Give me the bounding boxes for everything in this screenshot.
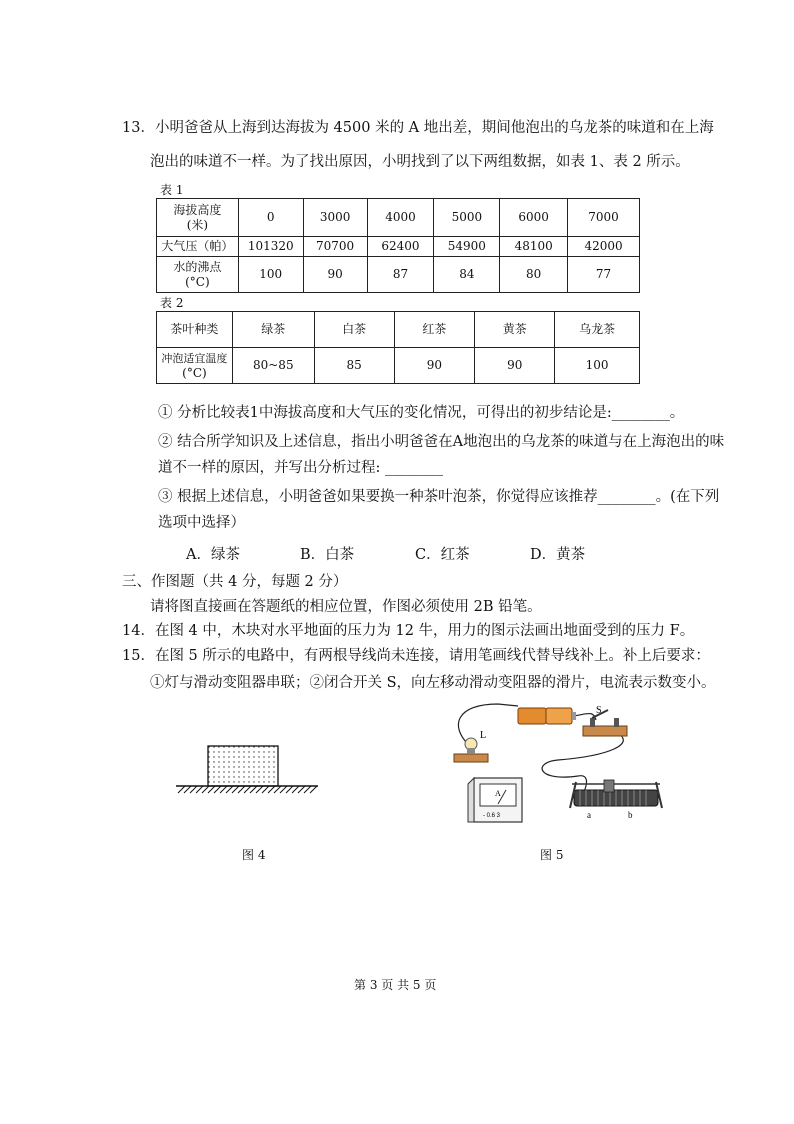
q13-sub2b: 道不一样的原因，并写出分析过程: ________	[158, 460, 443, 476]
q13-sub3b: 选项中选择）	[158, 515, 245, 531]
table1-cell: 80	[500, 257, 568, 293]
label-a-terminal: a	[587, 810, 591, 820]
q13-line2: 泡出的味道不一样。为了找出原因，小明找到了以下两组数据，如表 1、表 2 所示。	[150, 154, 690, 170]
table2-cell: 100	[555, 348, 640, 384]
figure5-caption: 图 5	[540, 848, 564, 862]
table1-row-altitude	[157, 199, 640, 237]
table2-header: 白茶	[314, 312, 394, 348]
option-b: B．白茶	[300, 547, 355, 563]
rheostat-icon	[570, 780, 662, 808]
label-l: L	[480, 730, 487, 741]
label-a-meter: A	[495, 789, 501, 798]
table2-header: 红茶	[394, 312, 475, 348]
section3-title: 三、作图题（共 4 分，每题 2 分）	[122, 574, 348, 590]
table2-caption: 表 2	[160, 296, 184, 310]
lamp-icon	[454, 738, 488, 762]
q13-sub2a: ② 结合所学知识及上述信息，指出小明爸爸在A地泡出的乌龙茶的味道与在上海泡出的味	[158, 434, 725, 450]
table1-cell: 101320	[238, 237, 303, 257]
table1-cell: 77	[568, 257, 640, 293]
page-footer: 第 3 页 共 5 页	[354, 978, 437, 992]
wire-lamp-battery	[458, 704, 518, 744]
table1-cell: 6000	[500, 199, 568, 237]
q13-sub1: ① 分析比较表1中海拔高度和大气压的变化情况，可得出的初步结论是:________。	[158, 405, 685, 421]
table2-temp-row	[157, 348, 640, 384]
table1-row-header: 海拔高度 (米)	[157, 199, 239, 237]
table2-header: 茶叶种类	[157, 312, 233, 348]
battery-icon	[518, 708, 576, 724]
table1-cell: 90	[303, 257, 367, 293]
table1-cell: 0	[238, 199, 303, 237]
option-d: D．黄茶	[530, 547, 586, 563]
table2-cell: 85	[314, 348, 394, 384]
table2	[156, 311, 640, 384]
table1-cell: 7000	[568, 199, 640, 237]
meter-terminals: - 0.6 3	[483, 813, 501, 819]
table1	[156, 198, 640, 293]
table1-cell: 62400	[367, 237, 434, 257]
q15-line1: 15．在图 5 所示的电路中，有两根导线尚未连接，请用笔画线代替导线补上。补上后要求：	[122, 648, 710, 664]
table1-cell: 3000	[303, 199, 367, 237]
table1-cell: 48100	[500, 237, 568, 257]
table2-cell: 80~85	[232, 348, 314, 384]
table2-cell: 90	[394, 348, 475, 384]
label-b-terminal: b	[628, 810, 633, 820]
q13-line1: 13．小明爸爸从上海到达海拔为 4500 米的 A 地出差，期间他泡出的乌龙茶的味道和在上海	[122, 120, 714, 136]
table1-row-boiling	[157, 257, 640, 293]
section3-note: 请将图直接画在答题纸的相应位置，作图必须使用 2B 铅笔。	[150, 599, 542, 615]
table2-cell: 90	[475, 348, 555, 384]
q15-line2: ①灯与滑动变阻器串联；②闭合开关 S，向左移动滑动变阻器的滑片，电流表示数变小。	[150, 675, 716, 691]
figure5-circuit	[438, 696, 688, 834]
option-a: A．绿茶	[186, 547, 240, 563]
table1-cell: 42000	[568, 237, 640, 257]
q13-sub3a: ③ 根据上述信息，小明爸爸如果要换一种茶叶泡茶，你觉得应该推荐________。(在下列	[158, 489, 720, 505]
table1-cell: 70700	[303, 237, 367, 257]
table1-cell: 100	[238, 257, 303, 293]
table2-row-header: 冲泡适宜温度 (°C)	[157, 348, 233, 384]
table1-cell: 54900	[434, 237, 500, 257]
label-s: S	[596, 705, 602, 716]
table1-row-header: 水的沸点 (°C)	[157, 257, 239, 293]
table1-cell: 4000	[367, 199, 434, 237]
table1-cell: 87	[367, 257, 434, 293]
table1-cell: 84	[434, 257, 500, 293]
table2-header: 绿茶	[232, 312, 314, 348]
q14-text: 14．在图 4 中，木块对水平地面的压力为 12 牛，用力的图示法画出地面受到的压力 F。	[122, 623, 695, 639]
figure4-caption: 图 4	[242, 848, 266, 862]
wooden-block	[208, 746, 278, 786]
table2-header-row	[157, 312, 640, 348]
table1-row-pressure	[157, 237, 640, 257]
table1-row-header: 大气压（帕）	[157, 237, 239, 257]
table1-caption: 表 1	[160, 183, 184, 197]
figure4-diagram	[172, 740, 322, 802]
table1-cell: 5000	[434, 199, 500, 237]
table2-header: 乌龙茶	[555, 312, 640, 348]
option-c: C．红茶	[415, 547, 470, 563]
ground-hatching	[178, 786, 317, 793]
table2-header: 黄茶	[475, 312, 555, 348]
